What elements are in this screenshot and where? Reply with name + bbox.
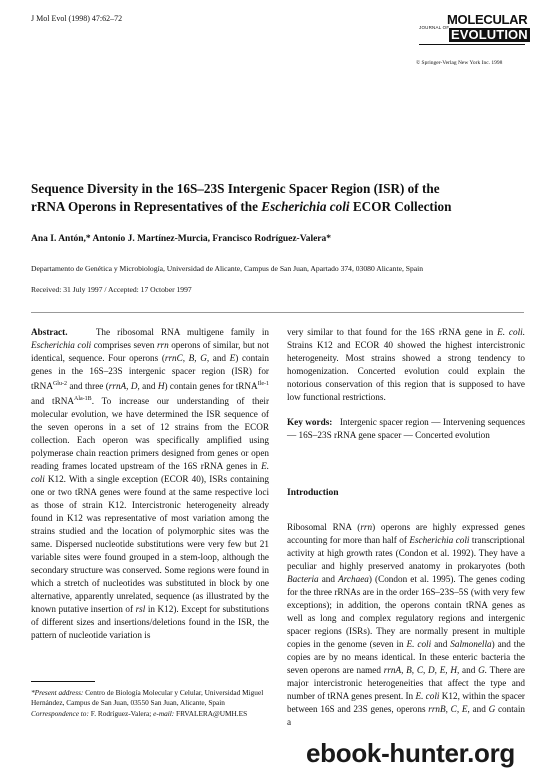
abstract-text: . To increase our understanding of their molecular evolution, we have determined the ISR sequence of the seven operons in a set of 12 strains from the ECOR collection. Each operon was specifically amplified using polymerase chain reaction primers designed from genes or open reading frames located upstream of the 16S rRNA genes in	[31, 396, 270, 472]
abstract-italic: Escherichia coli	[31, 340, 92, 350]
logo-line-2: EVOLUTION	[451, 27, 528, 42]
footnote-label: *Present address:	[31, 688, 84, 697]
intro-italic: E. coli	[415, 691, 440, 701]
abstract-text: and three (	[66, 381, 109, 392]
superscript: Glu-2	[52, 381, 67, 387]
abstract-text: very similar to that found for the 16S rRNA gene in	[287, 327, 498, 337]
title-line-1: Sequence Diversity in the 16S–23S Intergenic Spacer Region (ISR) of the	[31, 181, 440, 196]
watermark: ebook-hunter.org	[306, 738, 515, 768]
footnote-correspondence	[31, 709, 269, 719]
abstract-text: ) contain genes for tRNA	[164, 381, 258, 392]
footnote-email: FRVALERA@UMH.ES	[174, 708, 248, 718]
copyright-notice: © Springer-Verlag New York Inc. 1998	[416, 60, 503, 66]
title-line-2-italic: Escherichia coli	[261, 199, 350, 214]
introduction-paragraph	[287, 521, 525, 729]
logo-rule	[419, 44, 525, 45]
intro-text: and	[469, 704, 489, 714]
journal-logo	[419, 12, 528, 51]
footnote-label: e-mail:	[153, 708, 175, 718]
abstract-paragraph-continued	[287, 326, 525, 404]
superscript: Ala-1B	[74, 396, 92, 403]
intro-italic: rrnB, C, E,	[428, 704, 470, 714]
keywords-label: Key words:	[287, 417, 333, 427]
abstract-italic: E. coli	[31, 461, 269, 485]
abstract-italic: rsl	[135, 604, 146, 615]
title-line-2-post: ECOR Collection	[349, 199, 452, 214]
abstract-text: ) contain genes in the 16S–23S intergenic spacer region (ISR) for tRNA	[31, 353, 270, 392]
logo-small-text: JOURNAL OF	[419, 25, 450, 30]
footnote-label: Correspondence to:	[31, 708, 89, 718]
header-divider	[31, 312, 524, 313]
intro-text: Ribosomal RNA (	[287, 522, 361, 532]
abstract-italic: rrnA, D,	[108, 381, 140, 392]
intro-text: There are major intercistronic heterogeneities that affect the type and number of tRNA genes present. In	[287, 665, 525, 701]
abstract-text: comprises seven	[91, 340, 157, 350]
intro-text: ) operons are highly expressed genes accounting for more than half of	[287, 522, 525, 545]
section-heading-introduction: Introduction	[287, 488, 339, 498]
intro-text: contain a	[287, 704, 525, 727]
intro-text: and	[318, 574, 339, 584]
abstract-text: operons of similar, but not identical, sequence. Four operons (	[31, 340, 269, 363]
abstract-text: K12. With a single exception (ECOR 40), ISRs containing one or two tRNA genes were found at the same respective loci as those of strain K12. Intercistronic heterogeneity already found in K12 was representative of most variation among the strains studied and the location of polymorphic sites was the same. Dispersed nucleotide substitutions were very few but 21 variable sites were found grouped in a stem-loop, although the secondary structure was conserved. Some regions were found in which a stretch of nucleotides was substituted in block by one alternative, apparently unrelated, sequence (as illustrated by the known putative insertion of	[31, 474, 269, 615]
keywords-text: Intergenic spacer region — Intervening sequences — 16S–23S rRNA gene spacer — Concerted evolution	[287, 417, 526, 440]
author-list: Ana I. Antón,* Antonio J. Martínez-Murcia, Francisco Rodríguez-Valera*	[31, 234, 332, 244]
abstract-column	[31, 326, 269, 642]
received-dates: Received: 31 July 1997 / Accepted: 17 October 1997	[31, 285, 192, 294]
intro-text: and	[459, 665, 479, 675]
intro-text: K12, within the spacer between 16S and 23S genes, operons	[287, 691, 525, 714]
intro-italic: rrn	[360, 522, 373, 532]
introduction-text	[287, 521, 525, 729]
logo-line-1: MOLECULAR	[447, 12, 528, 27]
abstract-italic: rrn	[156, 340, 169, 350]
intro-text: ) (Condon et al. 1995). The genes coding for the three rRNAs are in the order 16S–23S–5S (with very few exceptions); in addition, the operons contain tRNA genes as well as long and complex regulatory regions and intergenic spacer regions (ISRs). They are normally present in multiple copies in the genome (seven in	[287, 574, 526, 649]
intro-italic: E. coli	[406, 639, 432, 649]
abstract-text: in K12). Except for substitutions of different sizes and insertions/deletions found in the ISR, the pattern of nucleotide variation is	[31, 604, 269, 641]
abstract-text: Strains K12 and ECOR 40 showed the highest intercistronic heterogeneity. Most strains showed a strong tendency to homogenization. Concerted evolution could explain the notorious conservation of this region that is supposed to have low functional restrictions.	[287, 340, 525, 402]
abstract-text: and	[209, 353, 230, 363]
abstract-italic: rrnC, B, G,	[164, 353, 210, 363]
intro-text: ) and the copies are by no means identical. In these enteric bacteria the seven operons are named	[287, 639, 525, 675]
footnote-text: F. Rodríguez-Valera;	[88, 708, 154, 718]
abstract-italic: H	[157, 381, 165, 392]
abstract-heading: Abstract.	[31, 327, 68, 337]
intro-italic: Bacteria	[287, 574, 319, 584]
affiliation: Departamento de Genética y Microbiología, Universidad de Alicante, Campus de San Juan, Apartado 374, 03080 Alicante, Spain	[31, 264, 424, 273]
intro-text: and	[431, 639, 451, 649]
intro-italic: G	[488, 704, 496, 714]
abstract-text: and	[139, 381, 158, 392]
journal-reference: J Mol Evol (1998) 47:62–72	[31, 14, 123, 23]
superscript: Ile-1	[257, 381, 270, 387]
intro-italic: rrnA, B, C, D, E, H,	[383, 665, 460, 675]
footnote-text: Centro de Biología Molecular y Celular, Universidad Miguel Hernández, Campus de San Juan, 03550 San Juan, Alicante, Spain	[31, 688, 264, 708]
abstract-text: The ribosomal RNA multigene family in	[95, 327, 269, 337]
article-title	[31, 180, 531, 216]
abstract-continuation	[287, 326, 525, 404]
intro-italic: Archaea	[338, 574, 369, 584]
intro-text: transcriptional activity at high growth rates (Condon et al. 1992). They have a peculiar and highly preserved anatomy in prokaryotes (both	[287, 535, 525, 571]
intro-italic: G.	[478, 665, 488, 675]
footnotes	[31, 688, 269, 719]
abstract-italic: E. coli.	[497, 327, 526, 337]
title-line-2-pre: rRNA Operons in Representatives of the	[31, 199, 262, 214]
abstract-italic: E	[229, 353, 236, 363]
footnote-present-address	[31, 688, 269, 709]
abstract-text: and tRNA	[31, 396, 75, 407]
intro-italic: Salmonella	[450, 639, 492, 649]
intro-italic: Escherichia coli	[409, 535, 470, 545]
keywords	[287, 416, 525, 442]
abstract-paragraph	[31, 326, 269, 642]
footnote-rule	[31, 681, 95, 682]
